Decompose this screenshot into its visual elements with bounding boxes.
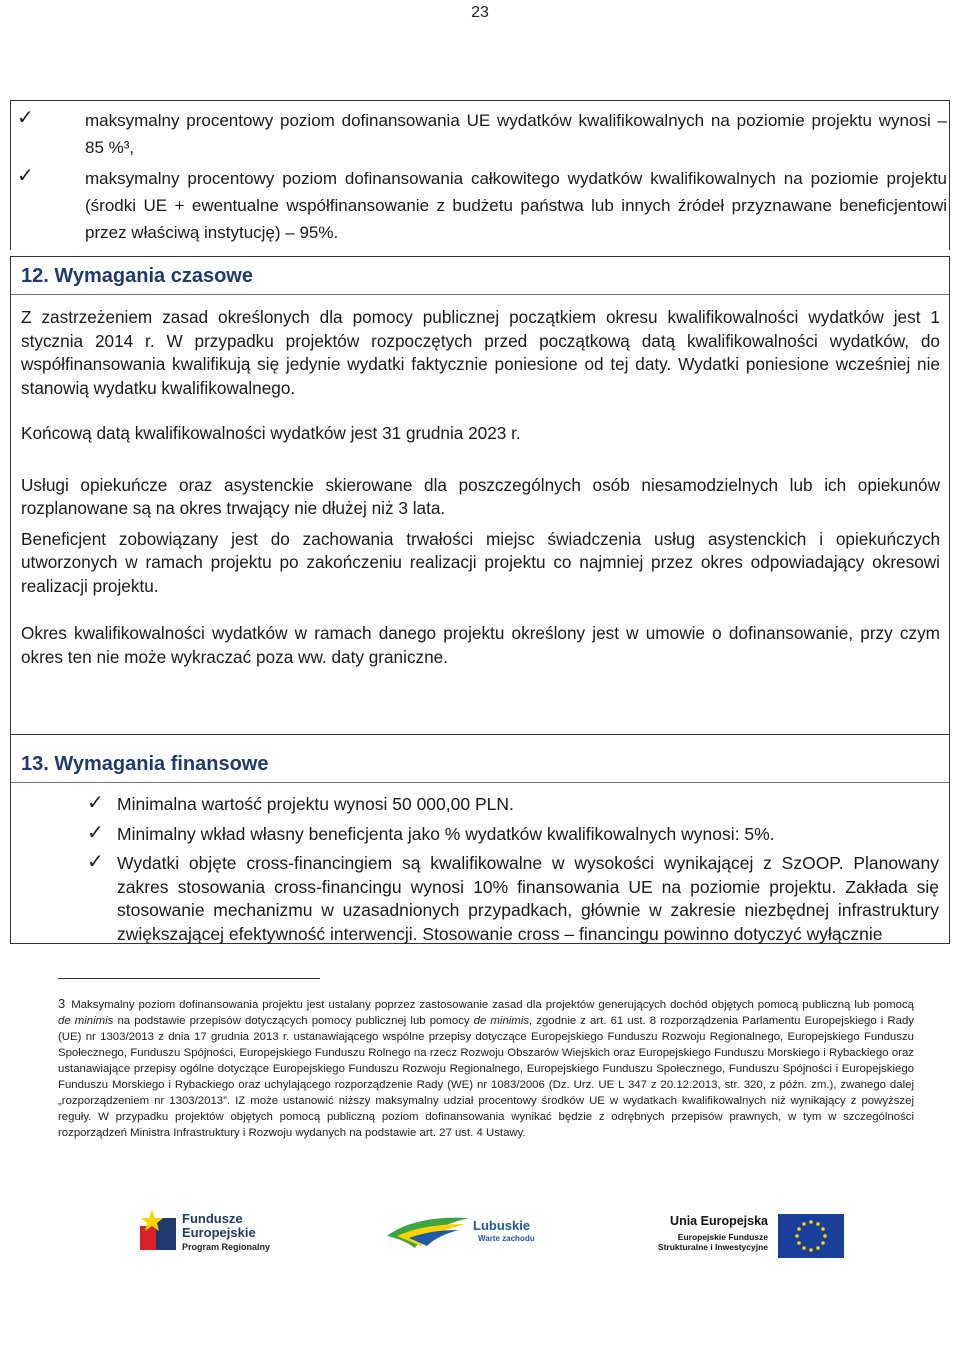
check-icon: ✓ [17, 165, 34, 187]
list-item-text: Minimalny wkład własny beneficjenta jako % wydatków kwalifikowalnych wynosi: 5%. [117, 823, 775, 844]
section-12-paragraph: Z zastrzeżeniem zasad określonych dla pomocy publicznej początkiem okresu kwalifikowalności wydatków jest 1 stycznia 2014 r. W przypadku projektów rozpoczętych przed początkową datą kwalifikowalności wydatków, do współfinansowania kwalifikują się jedynie wydatki faktycznie poniesione od tej daty. Wydatki poniesione wcześniej nie stanowią wydatku kwalifikowalnego. [21, 307, 940, 398]
section-13-title: 13. Wymagania finansowe [11, 735, 949, 783]
check-icon: ✓ [87, 851, 104, 873]
list-item-text: Wydatki objęte cross-financingiem są kwalifikowalne w wysokości wynikającej z SzOOP. Planowany zakres stosowania cross-financingu wynosi 10% finansowania UE na poziomie projektu. Zakłada się stosowanie mechanizmu w uzasadnionych przypadkach, głównie w zakresie niezbędnej infrastruktury zwiększającej efektywność interwencji. Stosowanie cross – financingu powinno dotyczyć wyłącznie [117, 853, 939, 944]
lubuskie-slogan: Warte zachodu [478, 1234, 535, 1243]
list-item-text: Minimalna wartość projektu wynosi 50 000,00 PLN. [117, 794, 514, 814]
check-icon: ✓ [87, 792, 104, 814]
section-12-paragraph: Końcową datą kwalifikowalności wydatków jest 31 grudnia 2023 r. [21, 423, 521, 443]
page-number: 23 [471, 4, 489, 21]
section-13-list [11, 793, 949, 946]
section-12 [10, 256, 950, 734]
check-icon: ✓ [87, 821, 104, 844]
section-12-paragraph: Okres kwalifikowalności wydatków w ramach danego projektu określony jest w umowie o dofinansowanie, przy czym okres ten nie może wykraczać poza ww. daty graniczne. [21, 623, 940, 667]
section-12-title: 12. Wymagania czasowe [11, 257, 949, 295]
fundusze-europejskie-logo [138, 1206, 288, 1258]
footnote-italic: de minimis [58, 1015, 114, 1027]
lubuskie-logo [385, 1210, 545, 1254]
list-item [11, 107, 949, 161]
footnote-italic: de minimis [473, 1015, 530, 1027]
section-12-paragraph: Usługi opiekuńcze oraz asystenckie skierowane dla poszczególnych osób niesamodzielnych lub ich opiekunów rozplanowane są na okres trwający nie dłużej niż 3 lata. [21, 474, 940, 518]
logo-bar [0, 1200, 960, 1270]
fe-program-label: Program Regionalny [182, 1242, 271, 1252]
fe-name-line: Europejskie [182, 1225, 256, 1240]
fe-star-icon [138, 1208, 178, 1252]
footnote-number: 3 [58, 996, 66, 1011]
footnote-text: , zgodnie z art. 61 ust. 8 rozporządzenia Parlamentu Europejskiego i Rady (UE) nr 1303/2013 z dnia 17 grudnia 2013 r. ustanawiającego wspólne przepisy dotyczące Europejskiego Funduszu Rozwoju Regionalnego, Europejskiego Funduszu Społecznego, Funduszu Spójności, Europejskiego Funduszu Rolnego na rzecz Rozwoju Obszarów Wiejskich oraz Europejskiego Funduszu Morskiego i Rybackiego oraz ustanawiające przepisy ogólne dotyczące Europejskiego Funduszu Rozwoju Regionalnego, Europejskiego Funduszu Społecznego, Funduszu Spójności i Europejskiego Funduszu Morskiego i Rybackiego oraz uchylającego rozporządzenie Rady (WE) nr 1083/2006 (Dz. Urz. UE L 347 z 20.12.2013, str. 320, z późn. zm.), zwanego dalej „rozporządzeniem nr 1303/2013”. IZ może ustanowić niższy maksymalny udział procentowy środków UE w wydatkach kwalifikowalnych niż wynikający z powyższej reguły. W przypadku projektów objętych pomocą publiczną poziom dofinansowania wynikać będzie z odrębnych przepisów prawnych, w tym w szczególności rozporządzeń Ministra Infrastruktury i Rozwoju wydanych na podstawie art. 27 ust. 4 Ustawy. [58, 1015, 914, 1139]
lubuskie-name: Lubuskie [473, 1218, 531, 1233]
footnote-text: Maksymalny poziom dofinansowania projektu jest ustalany poprzez zastosowanie zasad dla projektów generujących dochód objętych pomocą publiczną lub pomocą [71, 999, 914, 1011]
list-item [11, 165, 949, 246]
footnote [58, 996, 914, 1141]
list-item-text: maksymalny procentowy poziom dofinansowania całkowitego wydatków kwalifikowalnych na poziomie projektu (środki UE + ewentualne współfinansowanie z budżetu państwa lub innych źródeł przyznawane beneficjentowi przez właściwą instytucję) – 95%. [85, 169, 947, 242]
footnote-text: na podstawie przepisów dotyczących pomocy publicznej lub pomocy [113, 1015, 474, 1027]
intro-list [11, 107, 949, 246]
check-icon: ✓ [17, 107, 34, 129]
list-item [11, 823, 949, 847]
section-13 [10, 734, 950, 944]
list-item [11, 793, 949, 817]
eu-flag-icon [778, 1214, 844, 1258]
list-item [11, 852, 949, 946]
eu-name: Unia Europejska [670, 1214, 768, 1228]
intro-frame [10, 100, 950, 250]
eu-logo [636, 1208, 848, 1258]
section-12-paragraph: Beneficjent zobowiązany jest do zachowania trwałości miejsc świadczenia usług asystenckich i opiekuńczych utworzonych w ramach projektu po zakończeniu realizacji projektu co najmniej przez okres odpowiadający okresowi realizacji projektu. [21, 528, 940, 596]
lubuskie-wing-icon [385, 1214, 471, 1250]
footnote-divider [58, 978, 320, 979]
list-item-text: maksymalny procentowy poziom dofinansowania UE wydatków kwalifikowalnych na poziomie projektu wynosi – 85 %³, [85, 111, 947, 157]
fe-name-line: Fundusze [182, 1211, 243, 1226]
eu-fund-line: Strukturalne i Inwestycyjne [657, 1242, 768, 1252]
eu-fund-line: Europejskie Fundusze [677, 1232, 768, 1242]
